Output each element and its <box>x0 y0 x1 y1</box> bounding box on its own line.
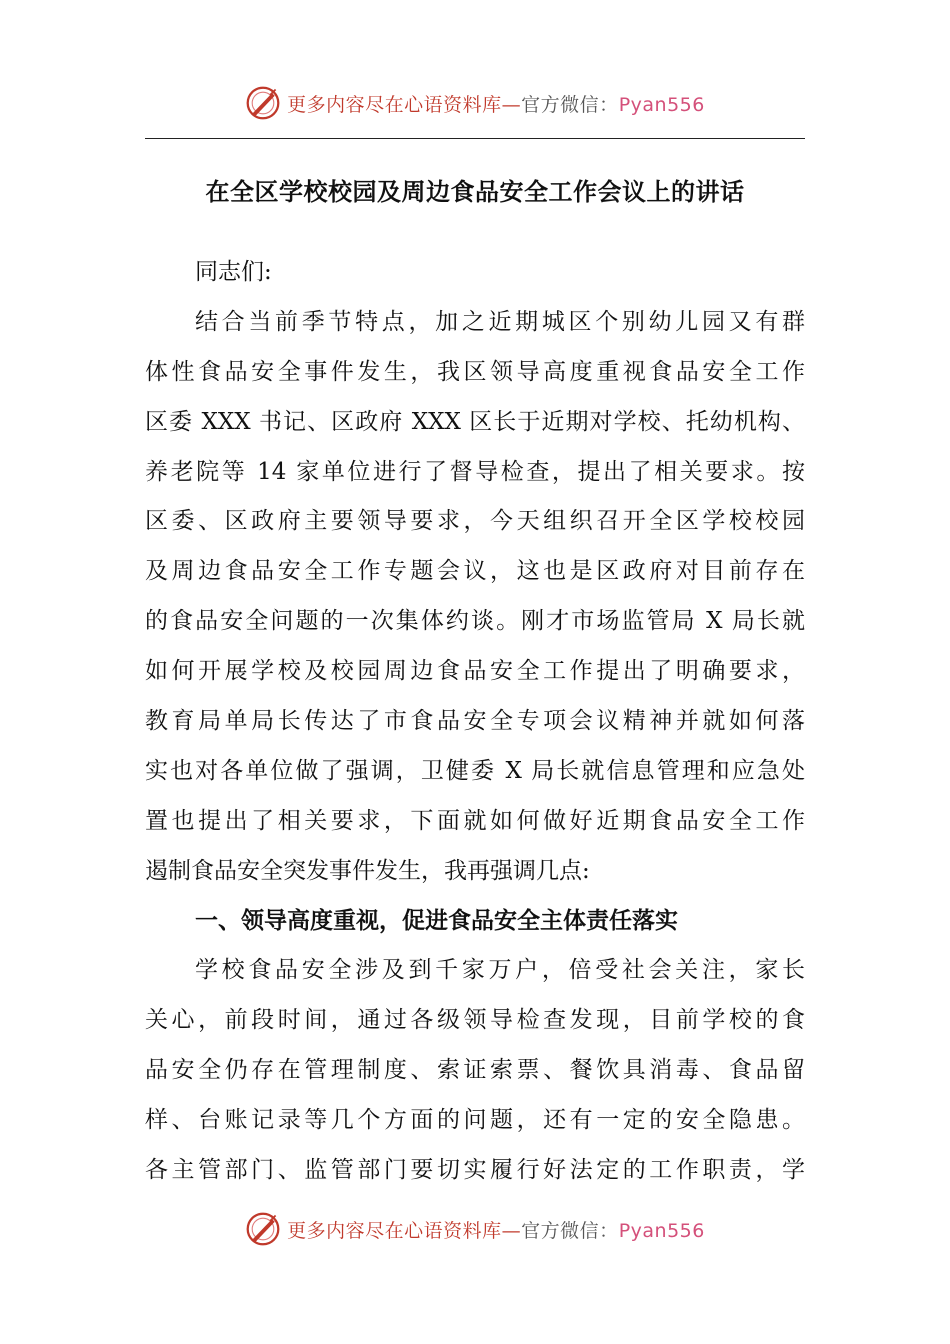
watermark-footer <box>0 1209 950 1249</box>
body-line: 实也对各单位做了强调，卫健委 X 局长就信息管理和应急处 <box>145 757 805 784</box>
body-line: 教育局单局长传达了市食品安全专项会议精神并就如何落 <box>145 708 805 735</box>
body-line: 养老院等 14 家单位进行了督导检查，提出了相关要求。按 <box>145 458 805 485</box>
body-line: 的食品安全问题的一次集体约谈。刚才市场监管局 X 局长就 <box>145 608 805 635</box>
watermark-text <box>287 1216 705 1243</box>
watermark-wechat-id: Pyan556 <box>618 1219 705 1242</box>
watermark-header <box>0 83 950 123</box>
watermark-brand: 更多内容尽在心语资料库 <box>287 1219 502 1242</box>
salutation: 同志们: <box>195 259 272 285</box>
watermark-official: 官方微信： <box>521 1219 619 1242</box>
watermark-wechat-id: Pyan556 <box>618 93 705 116</box>
watermark-dash: — <box>501 1219 522 1242</box>
quill-logo-icon <box>245 85 281 121</box>
body-line: 学校食品安全涉及到千家万户，倍受社会关注，家长 <box>195 957 805 984</box>
section-heading: 一、领导高度重视，促进食品安全主体责任落实 <box>195 907 678 934</box>
body-line: 如何开展学校及校园周边食品安全工作提出了明确要求， <box>145 658 805 685</box>
document-body <box>145 248 805 1196</box>
body-line: 各主管部门、监管部门要切实履行好法定的工作职责，学 <box>145 1157 805 1184</box>
watermark-official: 官方微信： <box>521 93 619 116</box>
body-line: 品安全仍存在管理制度、索证索票、餐饮具消毒、食品留 <box>145 1057 805 1084</box>
watermark-text <box>287 90 705 117</box>
body-line: 置也提出了相关要求，下面就如何做好近期食品安全工作 <box>145 807 805 834</box>
body-line: 结合当前季节特点，加之近期城区个别幼儿园又有群 <box>195 308 805 335</box>
body-line: 遏制食品安全突发事件发生，我再强调几点: <box>145 857 590 884</box>
body-line: 区委、区政府主要领导要求，今天组织召开全区学校校园 <box>145 508 805 535</box>
document-title: 在全区学校校园及周边食品安全工作会议上的讲话 <box>205 178 745 206</box>
watermark-dash: — <box>501 93 522 116</box>
body-line: 样、台账记录等几个方面的问题，还有一定的安全隐患。 <box>145 1107 805 1134</box>
watermark-brand: 更多内容尽在心语资料库 <box>287 93 502 116</box>
header-divider <box>145 138 805 139</box>
body-line: 区委 XXX 书记、区政府 XXX 区长于近期对学校、托幼机构、 <box>145 408 805 435</box>
body-line: 关心，前段时间，通过各级领导检查发现，目前学校的食 <box>145 1007 805 1034</box>
body-line: 及周边食品安全工作专题会议，这也是区政府对目前存在 <box>145 558 805 585</box>
body-line: 体性食品安全事件发生，我区领导高度重视食品安全工作 <box>145 358 805 385</box>
quill-logo-icon <box>245 1211 281 1247</box>
